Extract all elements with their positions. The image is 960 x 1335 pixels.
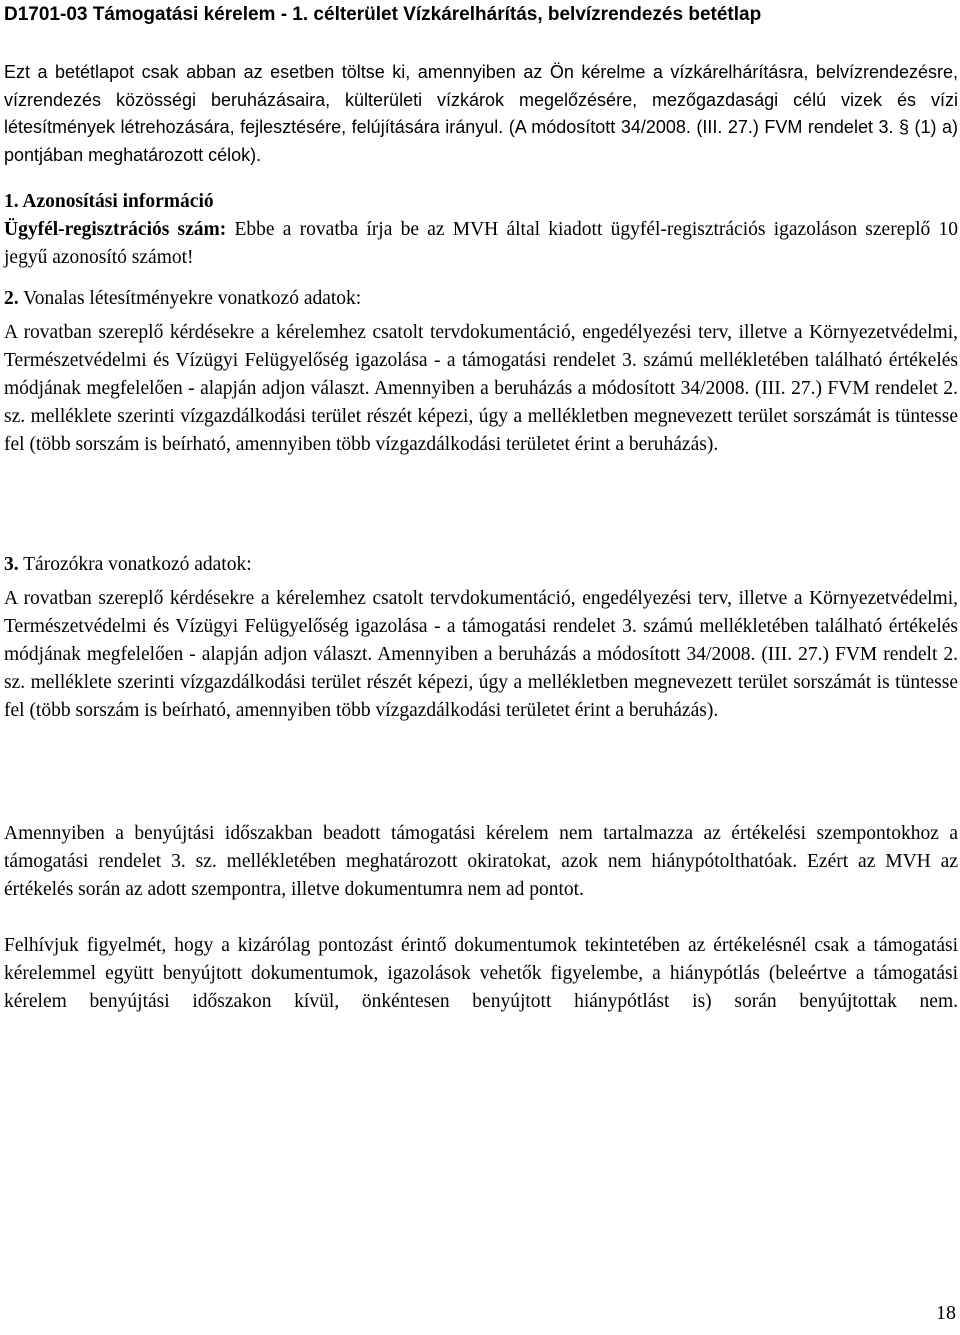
page-number: 18 [936, 1302, 956, 1324]
section-3-title: Tározókra vonatkozó adatok: [18, 554, 252, 575]
section-2-title: Vonalas létesítményekre vonatkozó adatok: [18, 288, 362, 309]
notes-paragraph-2: Felhívjuk figyelmét, hogy a kizárólag pontozást érintő dokumentumok tekintetében az értékelésnél csak a támogatási kérelemmel együtt benyújtott dokumentumok, igazolások vehetők figyelembe, a hiánypótlás (beleértve a támogatási kérelem benyújtási időszakon kívül, önkéntesen benyújtott hiánypótlást is) során benyújtottak nem. [4, 935, 958, 1012]
section-1-text: Ebbe a rovatba írja be az MVH által kiadott ügyfél-regisztrációs igazoláson szereplő 10 jegyű azonosító számot! [4, 219, 958, 268]
section-2-text: A rovatban szereplő kérdésekre a kérelemhez csatolt tervdokumentáció, engedélyezési terv, illetve a Környezetvédelmi, Természetvédelmi és Vízügyi Felügyelőség igazolása - a támogatási rendelet 3. számú mellékletében található értékelés módjának megfelelően - alapján adjon választ. Amennyiben a beruházás a módosított 34/2008. (III. 27.) FVM rendelet 2. sz. melléklete szerinti vízgazdálkodási terület részét képezi, úgy a mellékletben megnevezett terület sorszámát is tüntesse fel (több sorszám is beírható, amennyiben több vízgazdálkodási területet érint a beruházás). [4, 322, 958, 455]
intro-paragraph: Ezt a betétlapot csak abban az esetben töltse ki, amennyiben az Ön kérelme a vízkárelhárításra, belvízrendezésre, vízrendezés közösségi beruházásaira, külterületi vízkárok megelőzésére, mezőgazdasági célú vizek és vízi létesítmények létrehozására, fejlesztésére, felújítására irányul. (A módosított 34/2008. (III. 27.) FVM rendelet 3. § (1) a) pontjában meghatározott célok). [4, 62, 958, 165]
section-3 [4, 551, 958, 725]
notes-paragraph-1: Amennyiben a benyújtási időszakban beadott támogatási kérelem nem tartalmazza az értékelési szempontokhoz a támogatási rendelet 3. sz. mellékletében meghatározott okiratokat, azok nem hiánypótolthatóak. Ezért az MVH az értékelés során az adott szempontra, illetve dokumentumra nem ad pontot. [4, 823, 958, 900]
section-2-heading [4, 285, 958, 313]
section-2-number: 2. [4, 288, 19, 309]
section-1-heading: 1. Azonosítási információ [4, 191, 214, 212]
section-2 [4, 285, 958, 459]
page-title: D1701-03 Támogatási kérelem - 1. célterület Vízkárelhárítás, belvízrendezés betétlap [4, 4, 762, 25]
section-3-text: A rovatban szereplő kérdésekre a kérelemhez csatolt tervdokumentáció, engedélyezési terv, illetve a Környezetvédelmi, Természetvédelmi és Vízügyi Felügyelőség igazolása - a támogatási rendelet 3. számú mellékletében található értékelés módjának megfelelően - alapján adjon választ. Amennyiben a beruházás a módosított 34/2008. (III. 27.) FVM rendelt 2. sz. melléklete szerinti vízgazdálkodási terület részét képezi, úgy a mellékletben megnevezett terület sorszámát is tüntesse fel (több sorszám is beírható, amennyiben több vízgazdálkodási területet érint a beruházás). [4, 588, 958, 721]
section-3-heading [4, 551, 958, 579]
section-1 [4, 188, 958, 272]
section-1-body [4, 216, 958, 272]
section-3-number: 3. [4, 554, 19, 575]
client-registration-number-label: Ügyfél-regisztrációs szám: [4, 219, 227, 240]
